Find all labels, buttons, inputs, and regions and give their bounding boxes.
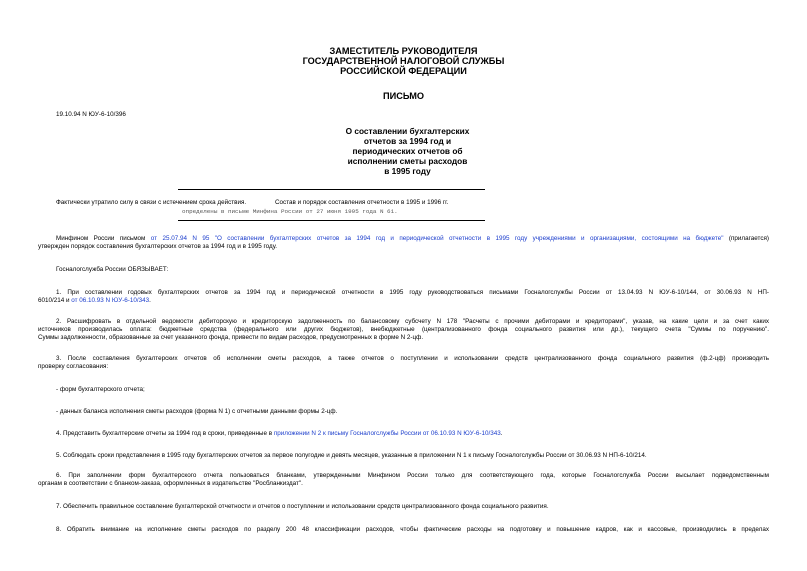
item-3-line-2: проверку согласования:: [38, 363, 109, 370]
item-2-line-3: Суммы задолженности, образованные за счет указанного фонда, привести по видам расходов, предусмотренных в форме N 2-цф.: [38, 334, 424, 341]
item-1-line-2: 6010/214 и от 06.10.93 N ЮУ-6-10/343.: [38, 297, 151, 304]
item-6-line-1: 6. При заполнении форм бухгалтерского отчета пользоваться бланками, утвержденными Минфином России только для соответствующего года, которые Госналогслужба России высылает подведомственным: [56, 472, 769, 479]
status-expired: Фактически утратило силу в связи с истечением срока действия.: [56, 199, 247, 206]
status-procedure: Состав и порядок составления отчетности в 1995 и 1996 гг.: [275, 199, 449, 206]
item-2-line-2: источников производилась оплата: бюджетные средства (федерального или других бюджетов), внебюджетные (централизованного фонда социального развития или др.), текущего счета "Суммы по поручению".: [38, 326, 769, 333]
document-type: ПИСЬМО: [382, 91, 425, 101]
obliges-heading: Госналогслужба России ОБЯЗЫВАЕТ:: [56, 266, 169, 273]
title-line-5: в 1995 году: [384, 166, 431, 176]
item-8-line-1: 8. Обратить внимание на исполнение сметы расходов по разделу 200 48 классификации расходов, чтобы фактические расходы на подготовку и повышение кадров, как и кассовые, производились в пределах: [56, 526, 769, 533]
dash-item-2: - данных баланса исполнения сметы расходов (форма N 1) с отчетными данными формы 2-цф.: [56, 408, 338, 415]
status-divider-bottom: [178, 220, 485, 221]
intro-continuation: утвержден порядок составления бухгалтерских отчетов за 1994 год и в 1995 году.: [38, 243, 277, 250]
item-5: 5. Соблюдать сроки представления в 1995 году бухгалтерских отчетов за первое полугодие и девять месяцев, указанные в приложении N 1 к письму Госналогслужбы России от 30.06.93 N НП-6-10/214.: [56, 452, 647, 459]
title-line-2: отчетов за 1994 год и: [363, 136, 452, 146]
status-defined: определены в письме Минфина России от 27 июня 1995 года N 61.: [182, 208, 398, 215]
item-4: 4. Представить бухгалтерские отчеты за 1994 год в сроки, приведенные в приложении N 2 к письму Госналогслужбы России от 06.10.93 N ЮУ-6-10/343.: [56, 430, 503, 437]
mf-letter-link[interactable]: от 25.07.94 N 95 "О составлении бухгалтерских отчетов за 1994 год и периодической отчетности в 1995 году учреждениями и организациями, состоящими на бюджете": [150, 235, 724, 242]
issuer-line-2: ГОСУДАРСТВЕННОЙ НАЛОГОВОЙ СЛУЖБЫ: [302, 56, 505, 66]
item-7: 7. Обеспечить правильное составление бухгалтерской отчетности и отчетов о поступлении и использовании средств централизованного фонда социального развития.: [56, 503, 549, 510]
document-reference: 19.10.94 N ЮУ-6-10/396: [56, 111, 126, 118]
status-divider-top: [178, 189, 485, 190]
issuer-line-3: РОССИЙСКОЙ ФЕДЕРАЦИИ: [340, 66, 467, 76]
title-line-4: исполнении сметы расходов: [347, 156, 468, 166]
item-1-line-1: 1. При составлении годовых бухгалтерских отчетов за 1994 год и периодической отчетности в 1995 году руководствоваться письмами Госналогслужбы России от 13.04.93 N ЮУ-6-10/144, от 30.06.93 N НП-: [56, 289, 769, 296]
title-line-3: периодических отчетов об: [352, 146, 463, 156]
appendix-2-link[interactable]: приложении N 2 к письму Госналогслужбы России от 06.10.93 N ЮУ-6-10/343: [273, 430, 501, 437]
intro-paragraph: Минфином России письмом от 25.07.94 N 95 "О составлении бухгалтерских отчетов за 1994 год и периодической отчетности в 1995 году учреждениями и организациями, состоящими на бюджете" (прилагается): [56, 235, 769, 242]
issuer-line-1: ЗАМЕСТИТЕЛЬ РУКОВОДИТЕЛЯ: [329, 46, 478, 56]
item-2-line-1: 2. Расшифровать в отдельной ведомости дебиторскую и кредиторскую задолженность по балансовому субсчету N 178 "Расчеты с прочими дебиторами и кредиторами", указав, на какие цели и за счет каких: [56, 318, 769, 325]
title-line-1: О составлении бухгалтерских: [345, 126, 470, 136]
item-6-line-2: органам в соответствии с бланком-заказа, оформленных в издательстве "Росбланкиздат".: [38, 480, 303, 487]
dash-item-1: - форм бухгалтерского отчета;: [56, 386, 145, 393]
letter-343-link[interactable]: от 06.10.93 N ЮУ-6-10/343: [71, 297, 150, 304]
item-3-line-1: 3. После составления бухгалтерских отчетов об исполнении сметы расходов, а также отчетов о поступлении и использовании средств централизованного фонда социального развития (ф.2-цф) производить: [56, 355, 769, 362]
